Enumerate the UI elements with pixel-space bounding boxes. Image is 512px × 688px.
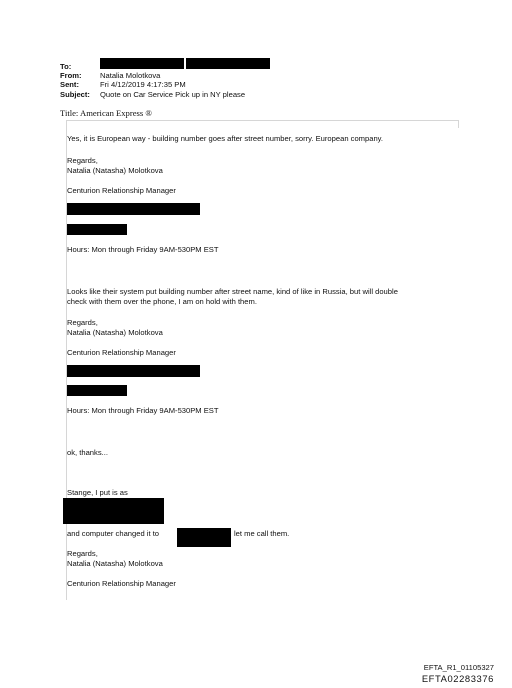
- ok-thanks: ok, thanks...: [67, 448, 108, 457]
- signature-name-2: Natalia (Natasha) Molotkova: [67, 328, 163, 337]
- regards-3: Regards,: [67, 549, 98, 558]
- signature-role-1: Centurion Relationship Manager: [67, 186, 176, 195]
- redaction-contact-1a: [67, 203, 200, 215]
- quote-frame-top: [66, 120, 458, 121]
- sent-value: Fri 4/12/2019 4:17:35 PM: [100, 80, 186, 89]
- hours-1: Hours: Mon through Friday 9AM-530PM EST: [67, 245, 219, 254]
- signature-role-2: Centurion Relationship Manager: [67, 348, 176, 357]
- bates-ref-1: EFTA_R1_01105327: [423, 663, 494, 672]
- subject-label: Subject:: [60, 90, 90, 99]
- quote-frame-right: [458, 120, 459, 128]
- signature-role-3: Centurion Relationship Manager: [67, 579, 176, 588]
- subject-value: Quote on Car Service Pick up in NY please: [100, 90, 246, 99]
- bates-ref-2: EFTA02283376: [421, 673, 494, 684]
- from-value: Natalia Molotkova: [100, 71, 161, 80]
- let-me-call-line: let me call them.: [234, 529, 290, 538]
- strange-line: Stange, I put is as: [67, 488, 128, 497]
- regards-2: Regards,: [67, 318, 98, 327]
- message-line-1: Yes, it is European way - building number goes after street number, sorry. European company.: [67, 134, 384, 143]
- signature-name-1: Natalia (Natasha) Molotkova: [67, 166, 163, 175]
- redaction-contact-2a: [67, 365, 200, 377]
- redaction-contact-1b: [67, 224, 127, 235]
- from-label: From:: [60, 71, 82, 80]
- redaction-to-recipient-1: [100, 58, 184, 69]
- redaction-address-changed: [177, 528, 231, 547]
- signature-name-3: Natalia (Natasha) Molotkova: [67, 559, 163, 568]
- to-label: To:: [60, 62, 72, 71]
- computer-changed-line: and computer changed it to: [67, 529, 160, 538]
- redaction-address-original: [63, 498, 164, 524]
- regards-1: Regards,: [67, 156, 98, 165]
- message-para-2-line-1: Looks like their system put building number after street name, kind of like in Russia, but will double: [67, 287, 398, 296]
- hours-2: Hours: Mon through Friday 9AM-530PM EST: [67, 406, 219, 415]
- redaction-to-recipient-2: [186, 58, 270, 69]
- message-para-2-line-2: check with them over the phone, I am on hold with them.: [67, 297, 257, 306]
- redaction-contact-2b: [67, 385, 127, 396]
- document-title: Title: American Express ®: [60, 108, 152, 118]
- sent-label: Sent:: [60, 80, 79, 89]
